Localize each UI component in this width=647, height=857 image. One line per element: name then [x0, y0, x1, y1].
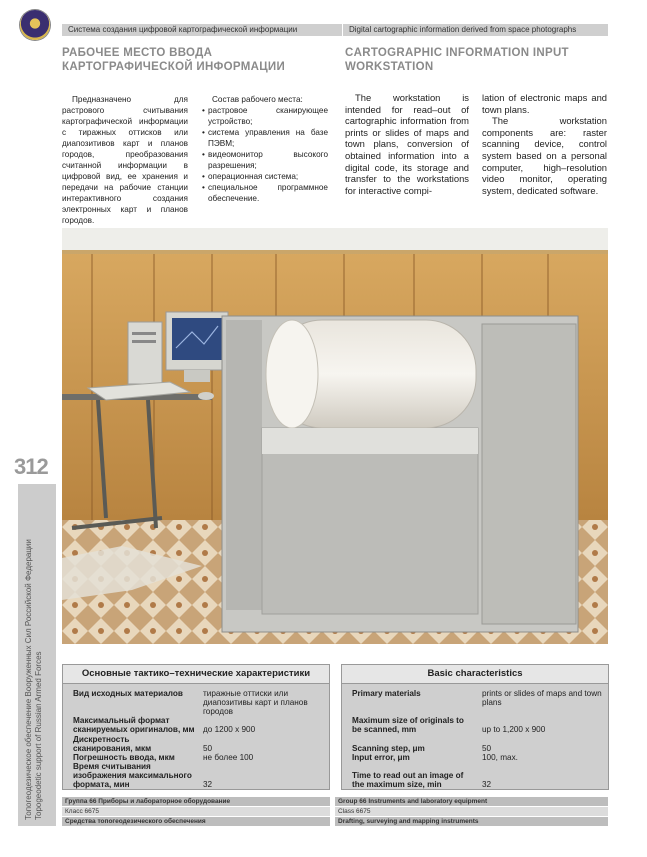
spec-table-en	[341, 664, 609, 790]
footer-group-ru: Группа 66 Приборы и лабораторное оборудование	[62, 797, 330, 806]
list-item: • специальное программное обеспечение.	[202, 182, 328, 204]
spec-table-en-title: Basic characteristics	[342, 665, 608, 684]
footer-means-en: Drafting, surveying and mapping instruments	[335, 817, 608, 826]
list-item: • растровое сканирующее устройство;	[202, 105, 328, 127]
table-cell-label: Погрешность ввода, мкм	[73, 753, 175, 762]
table-cell-value: тиражные оттиски или диапозитивы карт и планов городов	[203, 689, 308, 716]
page-number: 312	[14, 454, 48, 479]
table-cell-value: до 1200 x 900	[203, 725, 256, 734]
header-left: Система создания цифровой картографической информации	[62, 24, 342, 36]
en-intro-continued	[482, 92, 607, 196]
side-vertical-text	[24, 486, 54, 820]
table-cell-label: Время считывания изображения максимального формата, мин	[73, 762, 192, 789]
table-cell-value: up to 1,200 x 900	[482, 725, 546, 734]
table-cell-label: Maximum size of originals to be scanned, mm	[352, 716, 464, 734]
ru-intro-paragraph: Предназначено для растрового считывания картографической информации с тиражных оттисков или диапозитивов карт и планов городов, преобразования считанной информации в цифровой вид, ее хранения и передачи на рабочие станции интерактивного создания электронных карт и планов городов.	[62, 95, 188, 225]
title-en-line1: CARTOGRAPHIC INFORMATION INPUT	[345, 47, 569, 59]
title-ru-line1: РАБОЧЕЕ МЕСТО ВВОДА	[62, 47, 213, 59]
table-cell-value: 50	[203, 744, 213, 753]
side-text-ru: Топогеодезическое обеспечение Вооруженных Сил Российской Федерации	[24, 539, 33, 820]
table-cell-label: Вид исходных материалов	[73, 689, 183, 698]
title-en	[345, 46, 605, 74]
table-cell-label: Input error, μm	[352, 753, 410, 762]
list-item: • операционная система;	[202, 171, 328, 182]
spec-table-ru	[62, 664, 330, 790]
footer-group-en: Group 66 Instruments and laboratory equipment	[335, 797, 608, 806]
list-item: • видеомонитор высокого разрешения;	[202, 149, 328, 171]
en-components-paragraph: The workstation components are: raster scanning device, control system based on a personal computer, high–resolution video monitor, operating system, dedicated software.	[482, 115, 607, 196]
en-intro-end: lation of electronic maps and town plans.	[482, 92, 607, 115]
title-ru	[62, 46, 332, 74]
ru-components-lead: Состав рабочего места:	[212, 95, 303, 104]
ru-components-list	[202, 105, 328, 204]
side-text-en: Topogeodetic support of Russian Armed Forces	[34, 651, 43, 820]
header-right: Digital cartographic information derived from space photographs	[343, 24, 608, 36]
table-cell-label: Primary materials	[352, 689, 421, 698]
en-intro-paragraph: The workstation is intended for read–out of cartographic information from prints or slides of maps and town plans, conversion of obtained information into a digital code, its storage and transfer to the workstations for interactive compi-	[345, 92, 469, 196]
workstation-photo-illustration	[62, 228, 608, 644]
footer-class-ru: Класс 6675	[62, 807, 330, 816]
table-cell-value: не более 100	[203, 753, 254, 762]
table-cell-label: Scanning step, μm	[352, 744, 425, 753]
table-cell-label: Дискретность сканирования, мкм	[73, 735, 152, 753]
title-en-line2: WORKSTATION	[345, 61, 434, 73]
footer-means-ru: Средства топогеодезического обеспечения	[62, 817, 330, 826]
table-cell-value: prints or slides of maps and town plans	[482, 689, 602, 707]
table-cell-value: 50	[482, 744, 492, 753]
title-ru-line2: КАРТОГРАФИЧЕСКОЙ ИНФОРМАЦИИ	[62, 61, 286, 73]
table-cell-label: Максимальный формат сканируемых оригиналов, мм	[73, 716, 195, 734]
workstation-photo	[62, 228, 608, 644]
table-cell-value: 32	[482, 780, 492, 789]
list-item: • система управления на базе ПЭВМ;	[202, 127, 328, 149]
spec-table-ru-title: Основные тактико–технические характеристики	[63, 665, 329, 684]
footer-class-en: Class 6675	[335, 807, 608, 816]
emblem-logo	[20, 10, 50, 40]
table-cell-label: Time to read out an image of the maximum size, min	[352, 771, 464, 789]
table-cell-value: 100, max.	[482, 753, 518, 762]
table-cell-value: 32	[203, 780, 213, 789]
ru-components	[202, 94, 328, 204]
